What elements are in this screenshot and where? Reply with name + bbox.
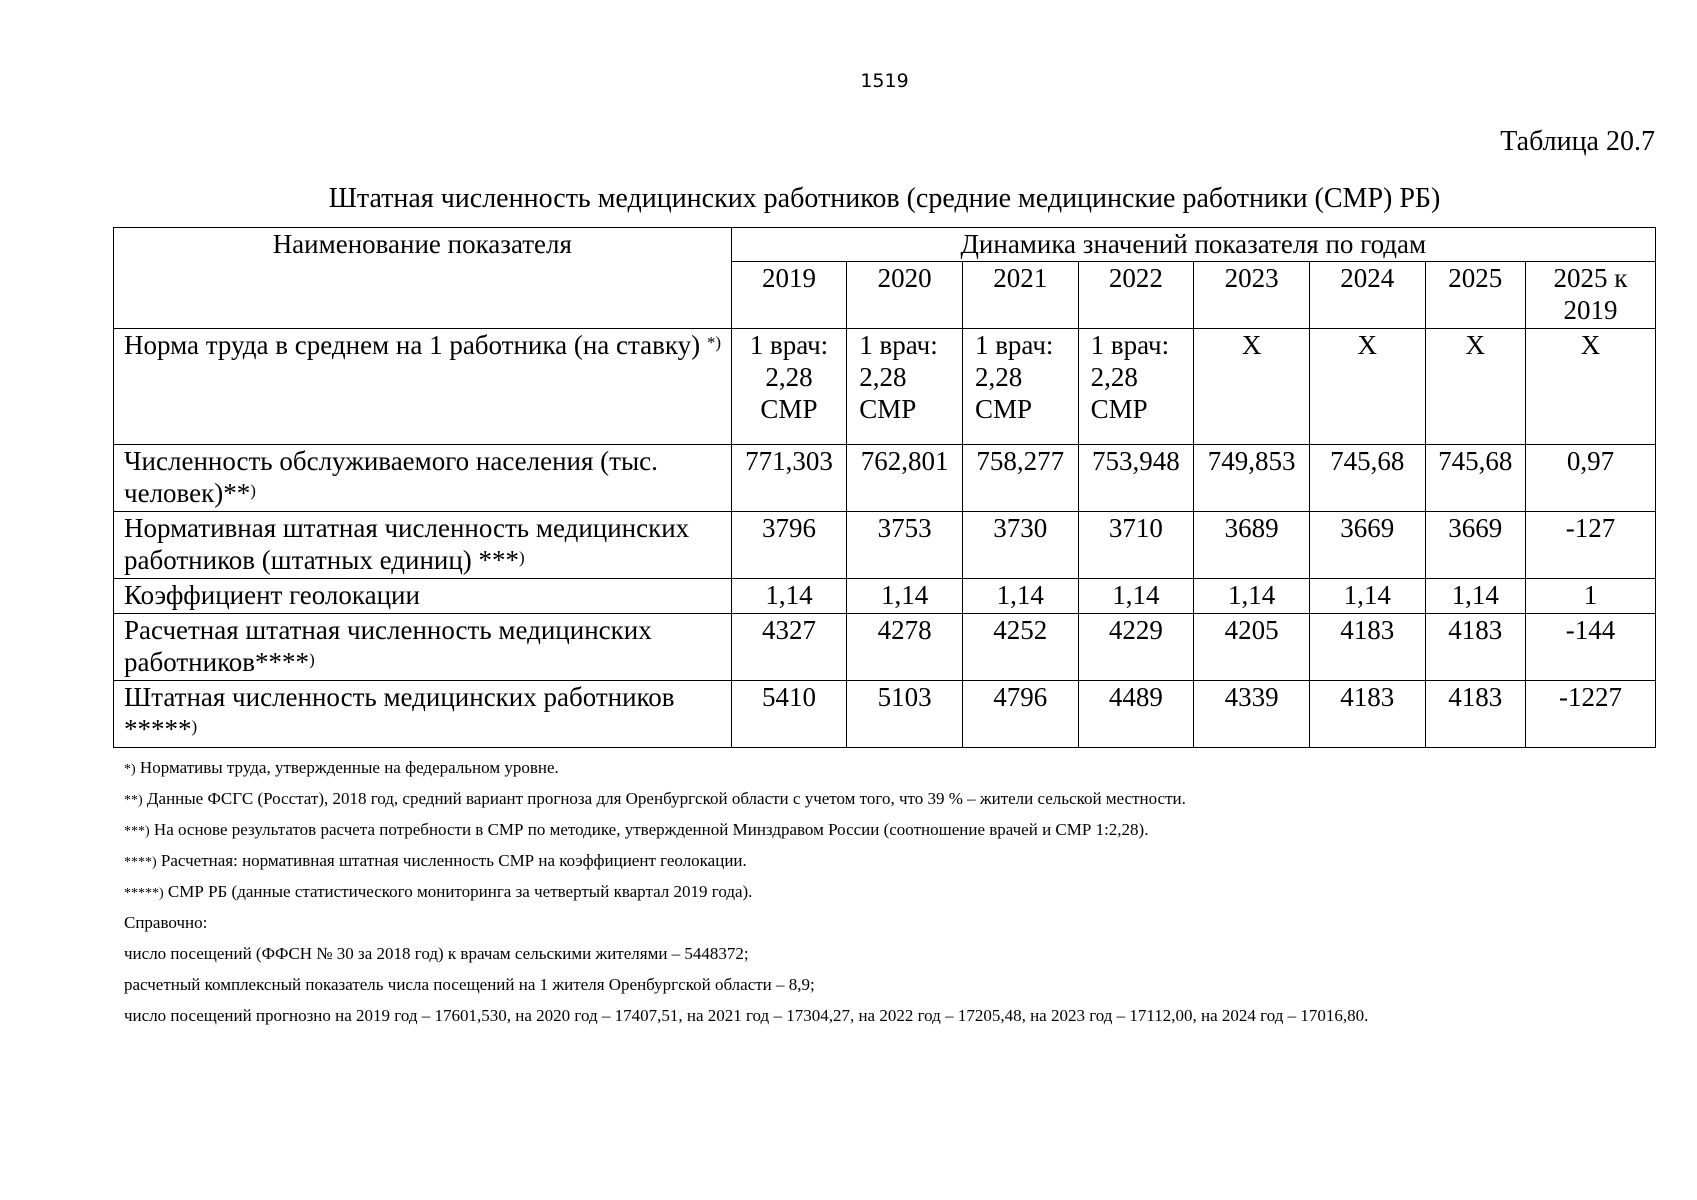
footnote-mark: ) (519, 548, 525, 568)
table-cell: 745,68 (1309, 445, 1425, 512)
table-cell: 1 врач: 2,28 СМР (731, 329, 847, 445)
footnote-mark: *****) (124, 886, 164, 901)
table-row (114, 680, 1656, 747)
table-cell: 3669 (1309, 512, 1425, 579)
table-row (114, 613, 1656, 680)
table-cell: 0,97 (1525, 445, 1655, 512)
table-cell: 749,853 (1194, 445, 1310, 512)
table-row (114, 512, 1656, 579)
footnote: ***) На основе результатов расчета потребности в СМР по методике, утвержденной Минздравом России (соотношение врачей и СМР 1:2,28). (124, 820, 1149, 839)
footnote-mark: ***) (124, 824, 150, 839)
table-cell: 3796 (731, 512, 847, 579)
table-cell: 771,303 (731, 445, 847, 512)
table-cell: -1227 (1525, 680, 1655, 747)
header-year-ratio: 2025 к 2019 (1525, 262, 1655, 329)
table-cell: -144 (1525, 613, 1655, 680)
footnote-mark: ) (250, 481, 256, 501)
table-cell: Х (1309, 329, 1425, 445)
footnote-mark: **) (124, 793, 143, 808)
data-table (113, 227, 1656, 748)
header-year: 2022 (1078, 262, 1194, 329)
row-name: Нормативная штатная численность медицинских работников (штатных единиц) ***) (114, 512, 732, 579)
header-year: 2020 (847, 262, 963, 329)
table-row (114, 445, 1656, 512)
table-cell: 5103 (847, 680, 963, 747)
header-year: 2023 (1194, 262, 1310, 329)
table-cell: 745,68 (1425, 445, 1525, 512)
reference-heading: Справочно: (124, 913, 208, 932)
table-cell: 1,14 (731, 579, 847, 613)
table-cell: 1 (1525, 579, 1655, 613)
footnote: **) Данные ФСГС (Росстат), 2018 год, средний вариант прогноза для Оренбургской области с учетом того, что 39 % – жители сельской местности. (124, 789, 1186, 808)
row-name: Норма труда в среднем на 1 работника (на ставку) *) (114, 329, 732, 445)
table-cell: 3669 (1425, 512, 1525, 579)
footnote-mark: ****) (124, 855, 157, 870)
footnote-mark: *) (706, 333, 721, 353)
footnote: ****) Расчетная: нормативная штатная численность СМР на коэффициент геолокации. (124, 851, 747, 870)
table-cell: 1 врач: 2,28 СМР (1078, 329, 1194, 445)
table-cell: 4489 (1078, 680, 1194, 747)
table-row (114, 579, 1656, 613)
header-indicator-name: Наименование показателя (114, 228, 732, 329)
footnotes (124, 752, 1684, 1031)
header-year: 2024 (1309, 262, 1425, 329)
table-cell: 4205 (1194, 613, 1310, 680)
table-cell: Х (1525, 329, 1655, 445)
table-cell: 4183 (1425, 680, 1525, 747)
table-cell: 4183 (1309, 680, 1425, 747)
table-cell: Х (1425, 329, 1525, 445)
table-cell: 3689 (1194, 512, 1310, 579)
footnote: *) Нормативы труда, утвержденные на федеральном уровне. (124, 758, 559, 777)
footnote-mark: *) (124, 762, 136, 777)
header-year: 2025 (1425, 262, 1525, 329)
header-years-group: Динамика значений показателя по годам (731, 228, 1655, 262)
table-label: Таблица 20.7 (1500, 126, 1655, 157)
table-title: Штатная численность медицинских работников (средние медицинские работники (СМР) РБ) (328, 183, 1441, 214)
table-row (114, 329, 1656, 445)
table-cell: 4183 (1425, 613, 1525, 680)
table-cell: 3730 (962, 512, 1078, 579)
table-cell: 758,277 (962, 445, 1078, 512)
table-cell: 4278 (847, 613, 963, 680)
table-cell: 5410 (731, 680, 847, 747)
row-name: Коэффициент геолокации (114, 579, 732, 613)
table-cell: 1,14 (847, 579, 963, 613)
table-cell: 4252 (962, 613, 1078, 680)
row-name: Расчетная штатная численность медицинских работников****) (114, 613, 732, 680)
row-name: Численность обслуживаемого населения (тыс. человек)**) (114, 445, 732, 512)
table-cell: 4229 (1078, 613, 1194, 680)
table-cell: -127 (1525, 512, 1655, 579)
header-year: 2021 (962, 262, 1078, 329)
table-cell: 1 врач: 2,28 СМР (847, 329, 963, 445)
row-name: Штатная численность медицинских работников *****) (114, 680, 732, 747)
table-cell: 4327 (731, 613, 847, 680)
footnote: *****) СМР РБ (данные статистического мониторинга за четвертый квартал 2019 года). (124, 882, 753, 901)
table-cell: 1 врач: 2,28 СМР (962, 329, 1078, 445)
table-cell: 4183 (1309, 613, 1425, 680)
table-cell: 753,948 (1078, 445, 1194, 512)
reference-line: расчетный комплексный показатель числа посещений на 1 жителя Оренбургской области – 8,9; (124, 975, 815, 994)
table-cell: 1,14 (1309, 579, 1425, 613)
page-number: 1519 (860, 70, 909, 92)
table-cell: 1,14 (1078, 579, 1194, 613)
reference-line: число посещений (ФФСН № 30 за 2018 год) к врачам сельскими жителями – 5448372; (124, 944, 749, 963)
table-cell: 3710 (1078, 512, 1194, 579)
table-cell: 762,801 (847, 445, 963, 512)
table-cell: 1,14 (1425, 579, 1525, 613)
header-year: 2019 (731, 262, 847, 329)
table-cell: 3753 (847, 512, 963, 579)
table-cell: 1,14 (1194, 579, 1310, 613)
table-cell: Х (1194, 329, 1310, 445)
table-cell: 4339 (1194, 680, 1310, 747)
table-cell: 4796 (962, 680, 1078, 747)
footnote-mark: ) (191, 716, 198, 736)
footnote-mark: ) (309, 649, 315, 669)
table-cell: 1,14 (962, 579, 1078, 613)
reference-line: число посещений прогнозно на 2019 год – 17601,530, на 2020 год – 17407,51, на 2021 год – 17304,27, на 2022 год – 17205,48, на 2023 год – 17112,00, на 2024 год – 17016,80. (124, 1006, 1369, 1025)
